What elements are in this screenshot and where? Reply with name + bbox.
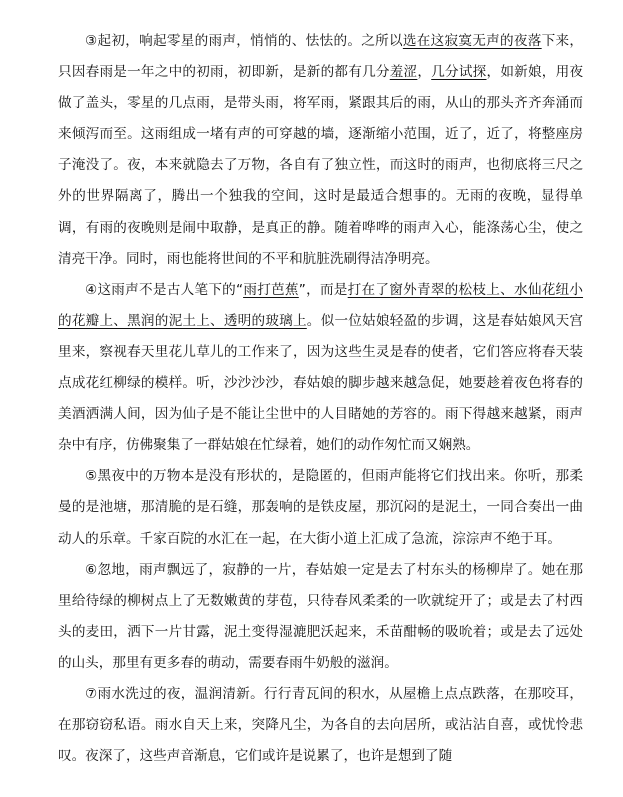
text-run: ”，而是	[298, 281, 348, 298]
paragraph-5	[58, 461, 583, 554]
text-run: ④这雨声不是古人笔下的“	[85, 281, 244, 298]
text-run: ③起初，响起零星的雨声，悄悄的、怯怯的。之所以	[85, 33, 403, 49]
paragraph-4	[58, 275, 583, 462]
text-run: ，	[417, 64, 432, 81]
paragraph-7	[58, 679, 583, 772]
paragraph-6	[58, 555, 583, 679]
paragraph-3	[58, 26, 583, 275]
underlined-phrase: 雨打芭蕉	[243, 281, 299, 298]
text-run: ⑤黑夜中的万物本是没有形状的，是隐匿的，但雨声能将它们找出来。你听，那柔曼的是池塘，那清脆的是石缝，那轰响的是铁皮屋，那沉闷的是泥土，一同合奏出一曲动人的乐章。千家百院的水汇在一起，在大街小道上汇成了急流，淙淙声不绝于耳。	[58, 468, 583, 547]
underlined-phrase: 选在这寂寞无声的夜落	[402, 33, 542, 49]
underlined-phrase: 几分试探	[431, 64, 487, 81]
text-run: ⑥忽地，雨声飘远了，寂静的一片，春姑娘一定是去了村东头的杨柳岸了。她在那里给待绿的柳树点上了无数嫩黄的芽苞，只待春风柔柔的一吹就绽开了；或是去了村西头的麦田，洒下一片甘露，泥土变得湿漉肥沃起来，禾苗酣畅的吸吮着；或是去了远处的山头，那里有更多春的萌动，需要春雨牛奶般的滋润。	[58, 561, 583, 671]
text-run: ，如新娘，用夜做了盖头，零星的几点雨，是带头雨，将军雨，紧跟其后的雨，从山的那头齐齐奔涌而来倾泻而至。这雨组成一堵有声的可穿越的墙，逐渐缩小范围，近了，近了，将整座房子淹没了。夜，本来就隐去了万物，各自有了独立性，而这时的雨声，也彻底将三尺之外的世界隔离了，腾出一个独我的空间，这时是最适合想事的。无雨的夜晚，显得单调，有雨的夜晚则是闹中取静，是真正的静。随着哗哗的雨声入心，能涤荡心尘，使之清亮干净。同时，雨也能将世间的不平和肮脏洗刷得洁净明亮。	[58, 64, 584, 267]
text-run: ⑦雨水洗过的夜，温润清新。行行青瓦间的积水，从屋檐上点点跌落，在那咬耳，在那窃窃私语。雨水自天上来，突降凡尘，为各自的去向居所，或沾沾自喜，或忧怜悲叹。夜深了，这些声音渐息，它们或许是说累了，也许是想到了随	[58, 685, 583, 765]
text-run: 。似一位姑娘轻盈的步调，这是春姑娘风天宫里来，察视春天里花儿草儿的工作来了，因为这些生灵是春的使者，它们答应将春天装点成花红柳绿的模样。听，沙沙沙沙，春姑娘的脚步越来越急促，她要趁着夜色将春的美酒洒满人间，因为仙子是不能让尘世中的人目睹她的芳容的。雨下得越来越紧，雨声杂中有序，仿佛聚集了一群姑娘在忙绿着，她们的动作匆忙而又娴熟。	[58, 312, 584, 454]
underlined-phrase: 打在了窗外青翠的松枝上、水仙花纽小的花瓣上、黑润的泥土上、透明的玻璃上	[58, 281, 584, 329]
underlined-phrase: 羞涩	[389, 64, 418, 81]
text-run: 下来，只因春雨是一年之中的初雨，初即新，是新的都有几分	[58, 33, 584, 81]
